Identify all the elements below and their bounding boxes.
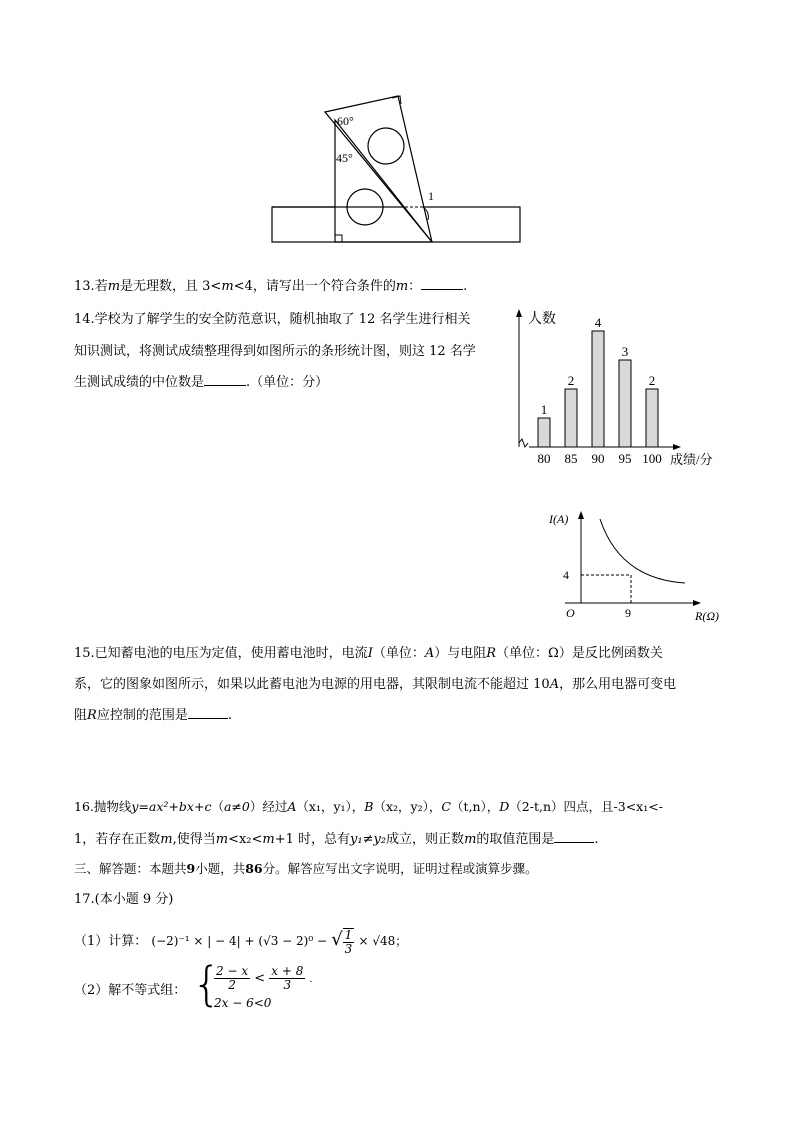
fraction-one-third: $\frac{1}{3}$ <box>344 927 353 956</box>
question-16-line1: 16.抛物线y=ax²+bx+c（a≠0）经过A（x₁，y₁），B（x₂，y₂），C（t,n），D（2-t,n）四点，且-3<x₁<- <box>74 799 663 814</box>
bar-85 <box>565 389 577 447</box>
question-14-line2: 知识测试，将测试成绩整理得到如图所示的条形统计图，则这 12 名学 <box>74 344 476 359</box>
x-tick-label: 95 <box>618 451 632 466</box>
question-15-line1: 15.已知蓄电池的电压为定值，使用蓄电池时，电流I（单位：A）与电阻R（单位：Ω）是反比例函数关 <box>74 646 663 661</box>
triangle-ruler-figure <box>260 90 530 250</box>
x-tick-9: 9 <box>625 606 631 620</box>
y-axis-label: 人数 <box>528 312 556 327</box>
question-17-part1: （1）计算： (−2)⁻¹ × | − 4| + (√3 − 2)⁰ − √ $\frac{1}{3}$ × √48； <box>74 927 408 956</box>
bar-value-label: 2 <box>648 373 656 388</box>
question-16-line2: 1，若存在正数m,使得当m<x₂<m+1 时，总有y₁≠y₂成立，则正数m的取值范围是 . <box>74 832 599 847</box>
bar-95 <box>619 360 631 447</box>
x-tick-label: 85 <box>564 451 578 466</box>
bar-90 <box>592 331 604 447</box>
question-14-line3: 生测试成绩的中位数是 .（单位：分） <box>74 375 329 390</box>
answer-blank <box>188 706 228 719</box>
question-15-line3: 阻R应控制的范围是 . <box>74 708 232 723</box>
curve-y-label: I(A) <box>549 512 569 526</box>
angle-1-label: 1 <box>428 189 434 203</box>
ruler <box>272 207 520 242</box>
x-tick-label: 80 <box>537 451 551 466</box>
bar-value-label: 3 <box>621 344 629 359</box>
bar-80 <box>538 418 550 447</box>
x-tick-label: 100 <box>642 451 662 466</box>
y-tick-4: 4 <box>563 568 569 582</box>
question-17-heading: 17.(本小题 9 分) <box>74 892 174 907</box>
angle-45-label: 45° <box>336 151 353 165</box>
score-bar-chart <box>505 305 735 470</box>
bar-value-label: 2 <box>567 373 575 388</box>
answer-blank <box>554 830 594 843</box>
answer-blank <box>204 373 246 386</box>
bar-value-label: 1 <box>540 402 548 417</box>
bar-value-label: 4 <box>594 315 602 330</box>
angle-60-label: 60° <box>337 114 354 128</box>
bar-100 <box>646 389 658 447</box>
question-13: 13.若m是无理数，且 3<m<4，请写出一个符合条件的m： . <box>74 279 468 294</box>
section-3-heading: 三、解答题：本题共9小题，共86分。解答应写出文字说明，证明过程或演算步骤。 <box>74 861 538 876</box>
inverse-curve <box>600 519 685 583</box>
inverse-curve-figure <box>545 505 730 635</box>
question-15-line2: 系，它的图象如图所示，如果以此蓄电池为电源的用电器，其限制电流不能超过 10A，那么用电器可变电 <box>74 677 677 692</box>
curve-x-label: R(Ω) <box>695 609 719 623</box>
question-14-line1: 14.学校为了解学生的安全防范意识，随机抽取了 12 名学生进行相关 <box>74 312 471 327</box>
x-axis-label: 成绩/分 <box>670 452 713 467</box>
x-tick-label: 90 <box>591 451 605 466</box>
origin-label: O <box>566 606 575 620</box>
answer-blank <box>421 277 463 290</box>
